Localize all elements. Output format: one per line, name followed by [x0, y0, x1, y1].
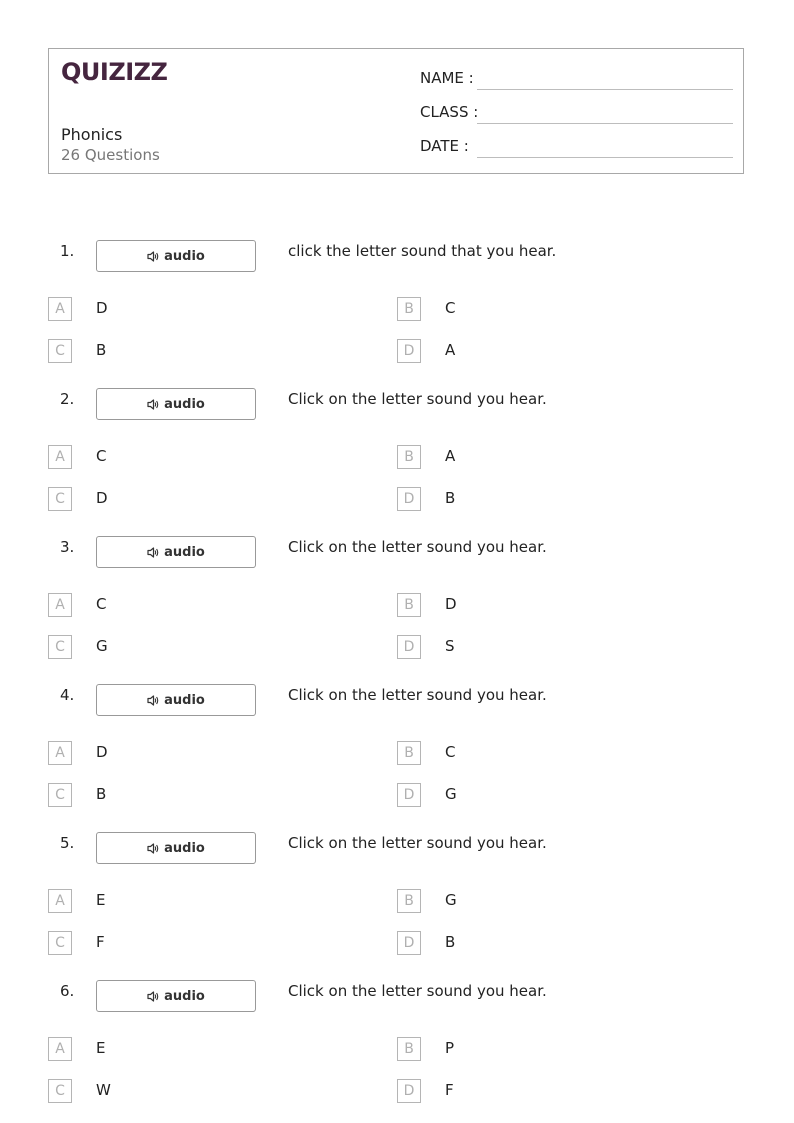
option-text: F: [96, 933, 105, 951]
option-text: A: [445, 447, 456, 465]
option-letter-box[interactable]: A: [48, 445, 72, 469]
option-text: C: [96, 595, 107, 613]
speaker-icon: [147, 843, 159, 854]
question-text: click the letter sound that you hear.: [288, 242, 557, 260]
worksheet-title: Phonics: [61, 125, 123, 144]
speaker-icon: [147, 399, 159, 410]
speaker-icon: [147, 991, 159, 1002]
question-number: 4.: [60, 686, 75, 704]
audio-button-label: audio: [164, 396, 205, 412]
option-text: B: [445, 489, 456, 507]
class-field[interactable]: [477, 123, 733, 124]
option-letter-box[interactable]: B: [397, 1037, 421, 1061]
option-text: P: [445, 1039, 455, 1057]
option-letter-box[interactable]: D: [397, 635, 421, 659]
option-letter-box[interactable]: C: [48, 635, 72, 659]
option-text: G: [445, 891, 457, 909]
option-text: A: [445, 341, 456, 359]
option-text: D: [96, 489, 108, 507]
option-letter-box[interactable]: C: [48, 1079, 72, 1103]
speaker-icon: [147, 547, 159, 558]
option-letter-box[interactable]: A: [48, 1037, 72, 1061]
option-letter-box[interactable]: C: [48, 931, 72, 955]
option-text: B: [445, 933, 456, 951]
name-label: NAME :: [420, 69, 474, 87]
class-label: CLASS :: [420, 103, 479, 121]
option-letter-box[interactable]: C: [48, 783, 72, 807]
question-number: 5.: [60, 834, 75, 852]
option-letter-box[interactable]: D: [397, 783, 421, 807]
question-text: Click on the letter sound you hear.: [288, 834, 547, 852]
date-field[interactable]: [477, 157, 733, 158]
audio-button-label: audio: [164, 544, 205, 560]
audio-button-label: audio: [164, 988, 205, 1004]
option-text: C: [445, 299, 456, 317]
option-letter-box[interactable]: A: [48, 593, 72, 617]
option-letter-box[interactable]: D: [397, 339, 421, 363]
audio-button-label: audio: [164, 248, 205, 264]
option-text: D: [96, 743, 108, 761]
option-letter-box[interactable]: D: [397, 1079, 421, 1103]
option-text: C: [445, 743, 456, 761]
question-text: Click on the letter sound you hear.: [288, 982, 547, 1000]
option-text: E: [96, 891, 106, 909]
option-letter-box[interactable]: B: [397, 889, 421, 913]
option-letter-box[interactable]: A: [48, 297, 72, 321]
question-text: Click on the letter sound you hear.: [288, 390, 547, 408]
option-text: B: [96, 341, 107, 359]
option-letter-box[interactable]: D: [397, 487, 421, 511]
option-text: E: [96, 1039, 106, 1057]
audio-button[interactable]: [96, 536, 256, 568]
option-letter-box[interactable]: B: [397, 297, 421, 321]
option-text: D: [96, 299, 108, 317]
speaker-icon: [147, 251, 159, 262]
question-text: Click on the letter sound you hear.: [288, 686, 547, 704]
option-letter-box[interactable]: C: [48, 487, 72, 511]
option-text: S: [445, 637, 455, 655]
option-letter-box[interactable]: B: [397, 593, 421, 617]
date-label: DATE :: [420, 137, 469, 155]
option-text: W: [96, 1081, 111, 1099]
audio-button[interactable]: [96, 832, 256, 864]
worksheet-header: [48, 48, 744, 174]
option-text: F: [445, 1081, 454, 1099]
question-number: 2.: [60, 390, 75, 408]
name-field[interactable]: [477, 89, 733, 90]
option-text: D: [445, 595, 457, 613]
quizizz-logo: QUIZIZZ: [61, 58, 168, 86]
speaker-icon: [147, 695, 159, 706]
question-count: 26 Questions: [61, 146, 160, 164]
option-text: G: [445, 785, 457, 803]
option-letter-box[interactable]: B: [397, 445, 421, 469]
audio-button[interactable]: [96, 980, 256, 1012]
audio-button[interactable]: [96, 684, 256, 716]
question-text: Click on the letter sound you hear.: [288, 538, 547, 556]
option-letter-box[interactable]: A: [48, 889, 72, 913]
question-number: 3.: [60, 538, 75, 556]
audio-button-label: audio: [164, 840, 205, 856]
option-text: B: [96, 785, 107, 803]
option-letter-box[interactable]: B: [397, 741, 421, 765]
audio-button[interactable]: [96, 388, 256, 420]
audio-button[interactable]: [96, 240, 256, 272]
audio-button-label: audio: [164, 692, 205, 708]
question-number: 6.: [60, 982, 75, 1000]
option-letter-box[interactable]: A: [48, 741, 72, 765]
question-number: 1.: [60, 242, 75, 260]
option-text: C: [96, 447, 107, 465]
option-text: G: [96, 637, 108, 655]
option-letter-box[interactable]: C: [48, 339, 72, 363]
option-letter-box[interactable]: D: [397, 931, 421, 955]
